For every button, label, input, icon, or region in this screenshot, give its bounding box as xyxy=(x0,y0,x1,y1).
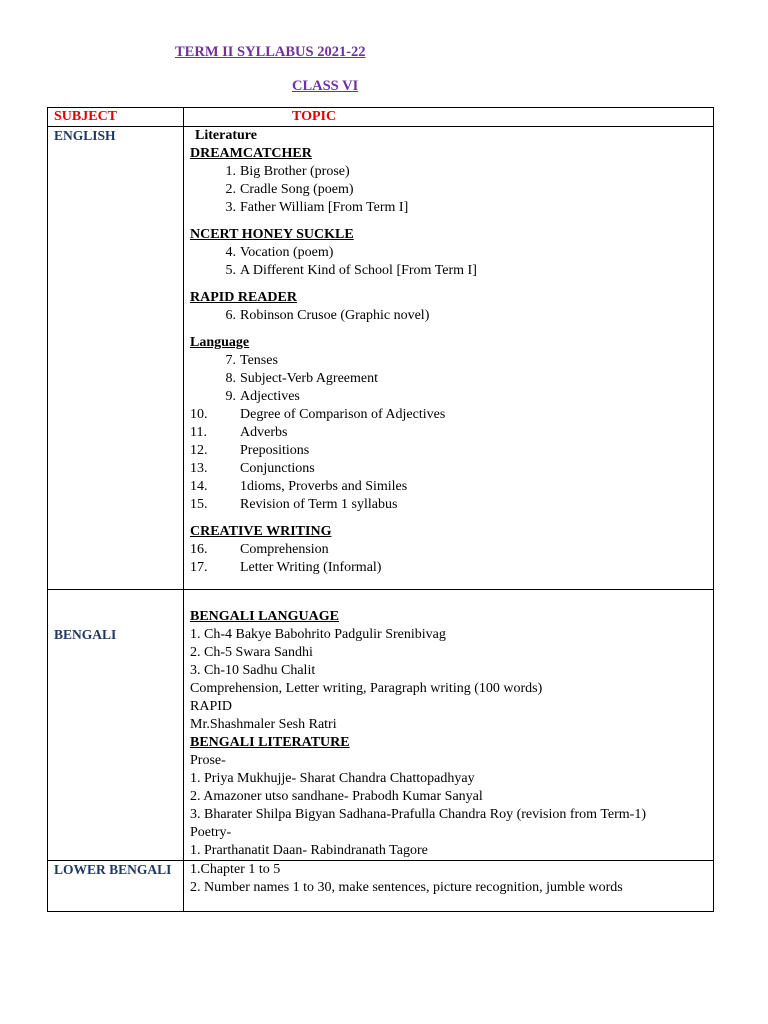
bengali-language-heading: BENGALI LANGUAGE xyxy=(190,609,339,624)
text-line: 2. Ch-5 Swara Sandhi xyxy=(190,645,313,660)
text-line: Poetry- xyxy=(190,825,232,840)
creative-writing-list xyxy=(190,541,707,577)
list-item-text: Big Brother (prose) xyxy=(240,164,350,179)
list-item-number: 2. xyxy=(225,182,236,197)
list-item xyxy=(190,352,707,370)
list-item-text: Comprehension xyxy=(240,542,329,557)
text-line: 3. Ch-10 Sadhu Chalit xyxy=(190,663,316,678)
topics-bengali xyxy=(184,590,714,861)
honeysuckle-list xyxy=(190,244,707,280)
list-item xyxy=(190,307,707,325)
list-item-number: 14. xyxy=(190,479,208,494)
list-item xyxy=(190,559,707,577)
creative-writing-heading: CREATIVE WRITING xyxy=(190,524,332,539)
subject-english: ENGLISH xyxy=(48,127,184,590)
list-item-number: 15. xyxy=(190,497,208,512)
topics-lower-bengali xyxy=(184,861,714,912)
text-line: 2. Number names 1 to 30, make sentences, picture recognition, jumble words xyxy=(190,880,623,895)
subject-bengali: BENGALI xyxy=(48,590,184,861)
text-line: 1. Priya Mukhujje- Sharat Chandra Chattopadhyay xyxy=(190,771,475,786)
list-item-text: Degree of Comparison of Adjectives xyxy=(240,407,446,422)
honeysuckle-heading: NCERT HONEY SUCKLE xyxy=(190,227,354,242)
table-row-english xyxy=(48,127,714,590)
bengali-literature-heading: BENGALI LITERATURE xyxy=(190,735,350,750)
subject-header: SUBJECT xyxy=(48,108,184,127)
list-item-text: Robinson Crusoe (Graphic novel) xyxy=(240,308,430,323)
rapid-reader-list xyxy=(190,307,707,325)
list-item xyxy=(190,460,707,478)
text-line: 3. Bharater Shilpa Bigyan Sadhana-Prafulla Chandra Roy (revision from Term-1) xyxy=(190,807,646,822)
list-item-number: 17. xyxy=(190,560,208,575)
bengali-literature-lines xyxy=(190,752,707,860)
table-row-bengali xyxy=(48,590,714,861)
list-item-text: Vocation (poem) xyxy=(240,245,334,260)
text-line: Prose- xyxy=(190,753,226,768)
list-item-number: 4. xyxy=(225,245,236,260)
list-item-number: 1. xyxy=(225,164,236,179)
list-item-text: Letter Writing (Informal) xyxy=(240,560,382,575)
list-item xyxy=(190,496,707,514)
language-heading: Language xyxy=(190,335,250,350)
dreamcatcher-heading: DREAMCATCHER xyxy=(190,146,312,161)
list-item-number: 11. xyxy=(190,425,207,440)
list-item xyxy=(190,163,707,181)
table-row-lower-bengali xyxy=(48,861,714,912)
list-item xyxy=(190,370,707,388)
text-line: RAPID xyxy=(190,699,233,714)
language-list xyxy=(190,352,707,514)
list-item xyxy=(190,442,707,460)
literature-label: Literature xyxy=(195,128,257,143)
list-item-number: 6. xyxy=(225,308,236,323)
list-item-text: Conjunctions xyxy=(240,461,315,476)
document-title: TERM II SYLLABUS 2021-22 xyxy=(175,44,366,60)
list-item-text: Prepositions xyxy=(240,443,310,458)
rapid-reader-heading: RAPID READER xyxy=(190,290,297,305)
list-item-text: 1dioms, Proverbs and Similes xyxy=(240,479,408,494)
topic-header: TOPIC xyxy=(184,108,714,127)
text-line: Mr.Shashmaler Sesh Ratri xyxy=(190,717,337,732)
list-item-text: Father William [From Term I] xyxy=(240,200,409,215)
list-item-number: 9. xyxy=(225,389,236,404)
list-item xyxy=(190,406,707,424)
list-item-number: 16. xyxy=(190,542,208,557)
list-item-text: Adjectives xyxy=(240,389,300,404)
list-item xyxy=(190,541,707,559)
table-header-row xyxy=(48,108,714,127)
text-line: Comprehension, Letter writing, Paragraph writing (100 words) xyxy=(190,681,543,696)
list-item-number: 13. xyxy=(190,461,208,476)
list-item-text: Adverbs xyxy=(240,425,288,440)
list-item xyxy=(190,262,707,280)
list-item xyxy=(190,199,707,217)
text-line: 1.Chapter 1 to 5 xyxy=(190,862,281,877)
list-item-text: A Different Kind of School [From Term I] xyxy=(240,263,477,278)
text-line: 2. Amazoner utso sandhane- Prabodh Kumar Sanyal xyxy=(190,789,483,804)
list-item-text: Subject-Verb Agreement xyxy=(240,371,379,386)
list-item-number: 7. xyxy=(225,353,236,368)
list-item xyxy=(190,388,707,406)
text-line: 1. Ch-4 Bakye Babohrito Padgulir Srenibivag xyxy=(190,627,446,642)
list-item-number: 8. xyxy=(225,371,236,386)
bengali-language-lines xyxy=(190,626,707,734)
list-item-text: Cradle Song (poem) xyxy=(240,182,354,197)
list-item-text: Tenses xyxy=(240,353,278,368)
dreamcatcher-list xyxy=(190,163,707,217)
list-item xyxy=(190,244,707,262)
list-item-text: Revision of Term 1 syllabus xyxy=(240,497,398,512)
list-item-number: 10. xyxy=(190,407,208,422)
syllabus-table xyxy=(47,107,714,912)
list-item xyxy=(190,424,707,442)
list-item-number: 12. xyxy=(190,443,208,458)
list-item-number: 5. xyxy=(225,263,236,278)
lower-bengali-lines xyxy=(190,861,707,897)
list-item xyxy=(190,181,707,199)
list-item xyxy=(190,478,707,496)
text-line: 1. Prarthanatit Daan- Rabindranath Tagore xyxy=(190,843,428,858)
subject-lower-bengali: LOWER BENGALI xyxy=(48,861,184,912)
list-item-number: 3. xyxy=(225,200,236,215)
topics-english xyxy=(184,127,714,590)
class-label: CLASS VI xyxy=(292,78,359,94)
